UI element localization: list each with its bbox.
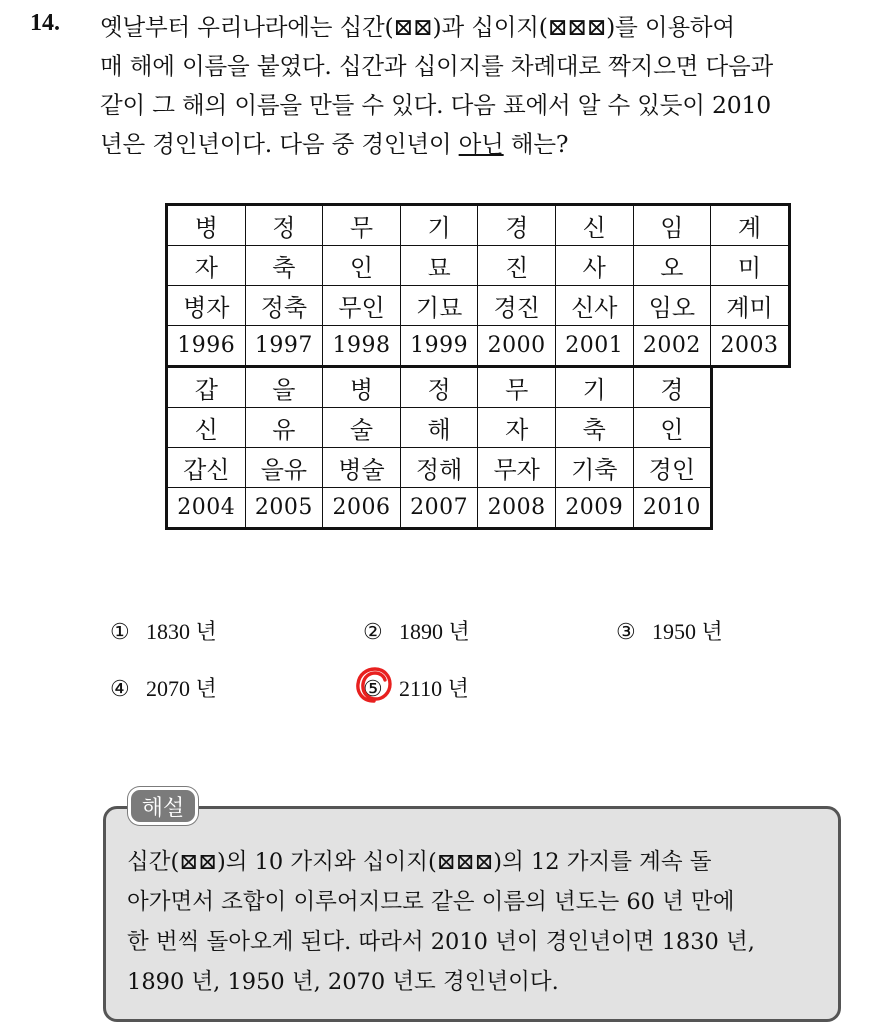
name-cell: 무인 bbox=[323, 286, 401, 326]
table-row bbox=[167, 286, 790, 326]
year-cell: 2004 bbox=[167, 488, 246, 529]
name-cell: 기묘 bbox=[400, 286, 478, 326]
name-cell: 술 bbox=[323, 408, 401, 448]
year-cell: 1998 bbox=[323, 326, 401, 367]
name-cell: 인 bbox=[323, 246, 401, 286]
name-cell: 기 bbox=[555, 367, 633, 408]
name-cell: 기 bbox=[400, 205, 478, 246]
name-cell: 축 bbox=[555, 408, 633, 448]
question-number: 14. bbox=[30, 10, 60, 36]
choice-label: 1890 년 bbox=[399, 619, 470, 644]
year-cell: 1999 bbox=[400, 326, 478, 367]
name-cell: 병자 bbox=[167, 286, 246, 326]
name-cell: 해 bbox=[400, 408, 478, 448]
table-row bbox=[167, 246, 790, 286]
name-cell: 축 bbox=[245, 246, 323, 286]
choice-2[interactable] bbox=[363, 615, 470, 646]
table-row bbox=[167, 488, 712, 529]
year-table-2004-2010 bbox=[165, 365, 713, 530]
name-cell: 신사 bbox=[555, 286, 633, 326]
choice-3[interactable] bbox=[616, 615, 723, 646]
name-cell: 임오 bbox=[633, 286, 711, 326]
question-line: 옛날부터 우리나라에는 십간(⊠⊠)과 십이지(⊠⊠⊠)를 이용하여 bbox=[100, 13, 735, 41]
name-cell: 정축 bbox=[245, 286, 323, 326]
name-cell: 경 bbox=[633, 367, 712, 408]
name-cell: 기축 bbox=[555, 448, 633, 488]
name-cell: 무 bbox=[323, 205, 401, 246]
choice-1[interactable] bbox=[110, 615, 217, 646]
year-cell: 2002 bbox=[633, 326, 711, 367]
choice-marker: ⑤ bbox=[363, 676, 383, 701]
table-row bbox=[167, 205, 790, 246]
name-cell: 묘 bbox=[400, 246, 478, 286]
answer-circle-icon bbox=[353, 664, 395, 706]
year-cell: 2003 bbox=[711, 326, 790, 367]
name-cell: 무자 bbox=[478, 448, 556, 488]
question-line: 매 해에 이름을 붙였다. 십간과 십이지를 차례대로 짝지으면 다음과 bbox=[100, 52, 773, 80]
table-row bbox=[167, 408, 712, 448]
choice-label: 2070 년 bbox=[146, 676, 217, 701]
year-cell: 2008 bbox=[478, 488, 556, 529]
choice-marker: ④ bbox=[110, 676, 130, 701]
name-cell: 정해 bbox=[400, 448, 478, 488]
year-cell: 1997 bbox=[245, 326, 323, 367]
year-table-1996-2003 bbox=[165, 203, 791, 368]
name-cell: 임 bbox=[633, 205, 711, 246]
choice-marker: ① bbox=[110, 619, 130, 644]
question-line: 같이 그 해의 이름을 만들 수 있다. 다음 표에서 알 수 있듯이 2010 bbox=[100, 91, 772, 119]
name-cell: 사 bbox=[555, 246, 633, 286]
table-row bbox=[167, 326, 790, 367]
name-cell: 경 bbox=[478, 205, 556, 246]
year-cell: 2006 bbox=[323, 488, 401, 529]
name-cell: 을유 bbox=[245, 448, 323, 488]
year-cell: 2009 bbox=[555, 488, 633, 529]
name-cell: 신 bbox=[555, 205, 633, 246]
name-cell: 계 bbox=[711, 205, 790, 246]
year-cell: 2000 bbox=[478, 326, 556, 367]
name-cell: 을 bbox=[245, 367, 323, 408]
name-cell: 갑 bbox=[167, 367, 246, 408]
name-cell: 인 bbox=[633, 408, 712, 448]
choice-marker: ③ bbox=[616, 619, 636, 644]
name-cell: 계미 bbox=[711, 286, 790, 326]
name-cell: 정 bbox=[400, 367, 478, 408]
name-cell: 진 bbox=[478, 246, 556, 286]
name-cell: 병 bbox=[167, 205, 246, 246]
name-cell: 미 bbox=[711, 246, 790, 286]
explanation-line: 한 번씩 돌아오게 된다. 따라서 2010 년이 경인년이면 1830 년, bbox=[127, 929, 755, 955]
name-cell: 자 bbox=[478, 408, 556, 448]
name-cell: 갑신 bbox=[167, 448, 246, 488]
name-cell: 오 bbox=[633, 246, 711, 286]
choice-label: 1950 년 bbox=[652, 619, 723, 644]
name-cell: 병술 bbox=[323, 448, 401, 488]
choice-marker: ② bbox=[363, 619, 383, 644]
name-cell: 자 bbox=[167, 246, 246, 286]
name-cell: 신 bbox=[167, 408, 246, 448]
explanation-tag: 해설 bbox=[128, 787, 198, 825]
year-cell: 1996 bbox=[167, 326, 246, 367]
question-text bbox=[100, 8, 870, 164]
question-tail: 해는? bbox=[503, 130, 569, 158]
year-cell: 2001 bbox=[555, 326, 633, 367]
year-cell: 2010 bbox=[633, 488, 712, 529]
explanation-text bbox=[127, 842, 837, 1002]
explanation-line: 십간(⊠⊠)의 10 가지와 십이지(⊠⊠⊠)의 12 가지를 계속 돌 bbox=[127, 849, 712, 875]
choice-label: 1830 년 bbox=[146, 619, 217, 644]
name-cell: 경인 bbox=[633, 448, 712, 488]
question-line-last bbox=[100, 125, 870, 164]
choice-4[interactable] bbox=[110, 672, 217, 703]
underlined-word: 아닌 bbox=[458, 130, 504, 158]
explanation-line: 아가면서 조합이 이루어지므로 같은 이름의 년도는 60 년 만에 bbox=[127, 889, 735, 915]
year-cell: 2005 bbox=[245, 488, 323, 529]
year-cell: 2007 bbox=[400, 488, 478, 529]
name-cell: 병 bbox=[323, 367, 401, 408]
table-row bbox=[167, 448, 712, 488]
name-cell: 정 bbox=[245, 205, 323, 246]
name-cell: 유 bbox=[245, 408, 323, 448]
choice-label: 2110 년 bbox=[399, 676, 469, 701]
question-line: 년은 경인년이다. 다음 중 경인년이 bbox=[100, 130, 459, 158]
name-cell: 경진 bbox=[478, 286, 556, 326]
explanation-line: 1890 년, 1950 년, 2070 년도 경인년이다. bbox=[127, 969, 559, 995]
table-row bbox=[167, 367, 712, 408]
name-cell: 무 bbox=[478, 367, 556, 408]
